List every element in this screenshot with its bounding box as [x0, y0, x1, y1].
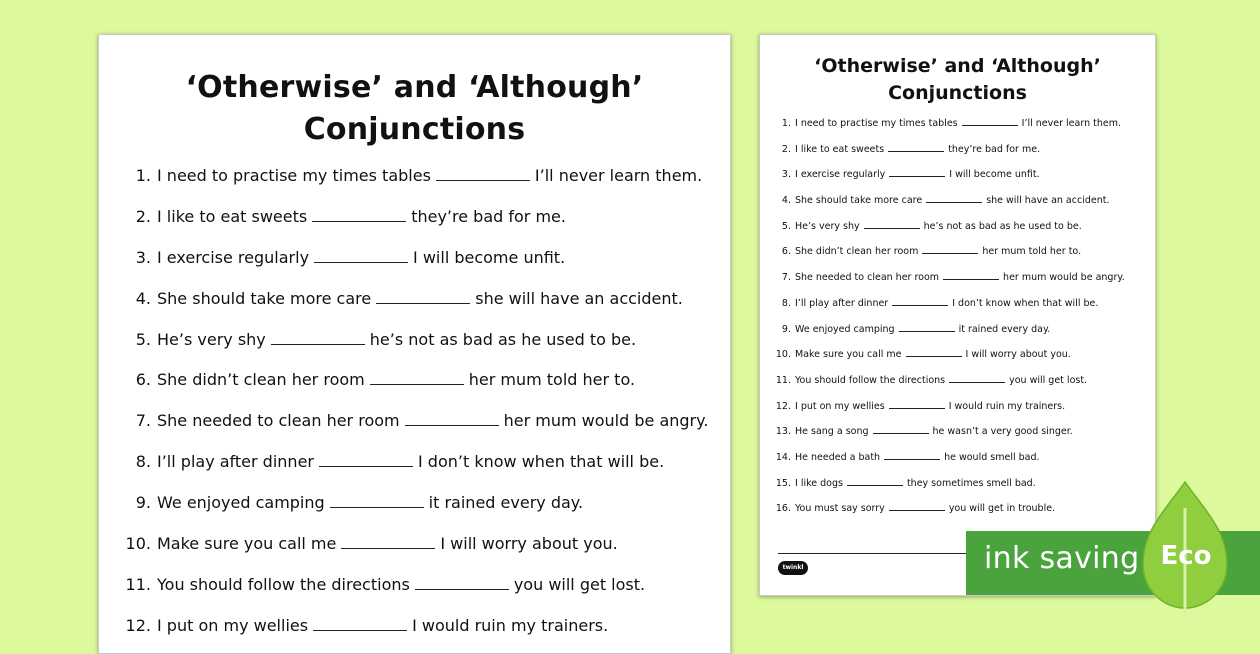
question-item-small	[760, 502, 1155, 528]
question-text-before-small: I’ll play after dinner	[795, 297, 889, 309]
title-line-2: Conjunctions	[303, 112, 526, 147]
title-line-1-small: ‘Otherwise’ and ‘Although’	[814, 55, 1101, 77]
answer-blank	[271, 343, 365, 345]
question-item-small	[760, 168, 1155, 194]
question-text-after: she will have an accident.	[475, 288, 683, 308]
question-text-after: I’ll never learn them.	[534, 166, 703, 185]
question-number-small: 12.	[775, 400, 791, 412]
question-number: 6.	[135, 370, 151, 390]
answer-blank-small	[884, 458, 940, 460]
answer-blank-small	[892, 304, 948, 306]
answer-blank	[314, 261, 408, 263]
question-item-small	[760, 400, 1155, 426]
question-number-small: 6.	[781, 246, 791, 258]
question-number: 4.	[135, 288, 151, 308]
question-number-small: 4.	[781, 195, 791, 207]
question-text-before-small: I like dogs	[795, 477, 843, 489]
question-number-small: 9.	[781, 323, 791, 335]
answer-blank-small	[847, 484, 903, 486]
question-number-small: 5.	[781, 220, 791, 232]
question-number-small: 13.	[775, 426, 791, 438]
question-item-small	[760, 117, 1155, 143]
question-item	[99, 572, 730, 613]
answer-blank-small	[864, 227, 920, 229]
question-text-after: her mum told her to.	[468, 370, 636, 390]
question-number: 3.	[135, 247, 151, 267]
question-text-before-small: We enjoyed camping	[795, 323, 895, 335]
answer-blank-small	[873, 432, 929, 434]
question-text-before: I’ll play after dinner	[157, 452, 314, 472]
question-item	[99, 163, 730, 204]
answer-blank	[370, 383, 464, 385]
question-item-small	[760, 425, 1155, 451]
question-text-after-small: I will worry about you.	[965, 349, 1071, 361]
question-number: 9.	[135, 493, 151, 513]
answer-blank	[319, 465, 413, 467]
worksheet-preview-small	[759, 34, 1156, 596]
question-item-small	[760, 271, 1155, 297]
question-text-after: he’s not as bad as he used to be.	[369, 329, 637, 349]
answer-blank-small	[899, 330, 955, 332]
question-number: 2.	[135, 206, 151, 226]
question-text-before: She didn’t clean her room	[157, 370, 365, 390]
question-text-after: it rained every day.	[428, 493, 584, 513]
question-number-small: 11.	[775, 374, 791, 386]
question-text-before-small: He’s very shy	[795, 220, 860, 232]
answer-blank-small	[943, 278, 999, 280]
question-item-small	[760, 297, 1155, 323]
question-number-small: 3.	[781, 169, 791, 181]
question-text-after-small: her mum would be angry.	[1003, 272, 1125, 284]
question-text-after-small: you will get lost.	[1009, 374, 1088, 386]
answer-blank-small	[889, 175, 945, 177]
question-item	[99, 408, 730, 449]
question-text-after-small: she will have an accident.	[986, 195, 1110, 207]
worksheet-title	[99, 67, 730, 151]
question-number: 12.	[125, 615, 151, 635]
answer-blank	[312, 220, 406, 222]
question-text-before: You should follow the directions	[157, 574, 410, 594]
question-text-before-small: You should follow the directions	[795, 374, 946, 386]
question-item	[99, 531, 730, 572]
title-line-1: ‘Otherwise’ and ‘Although’	[185, 70, 644, 105]
answer-blank	[436, 179, 530, 181]
question-text-after-small: I would ruin my trainers.	[948, 400, 1066, 412]
question-text-before: We enjoyed camping	[157, 493, 325, 513]
question-number-small: 2.	[781, 143, 791, 155]
answer-blank-small	[922, 252, 978, 254]
question-text-after-small: it rained every day.	[958, 323, 1051, 335]
worksheet-preview-large	[98, 34, 731, 654]
answer-blank	[341, 547, 435, 549]
question-number-small: 10.	[775, 349, 791, 361]
question-text-before-small: She needed to clean her room	[795, 272, 940, 284]
question-text-before-small: She didn’t clean her room	[795, 246, 919, 258]
question-item-small	[760, 374, 1155, 400]
question-text-before: She should take more care	[157, 288, 372, 308]
question-item-small	[760, 220, 1155, 246]
question-text-after-small: they sometimes smell bad.	[906, 477, 1036, 489]
question-text-after: I don’t know when that will be.	[417, 452, 665, 472]
question-text-after-small: her mum told her to.	[982, 246, 1082, 258]
question-text-after-small: he wasn’t a very good singer.	[932, 426, 1073, 438]
question-text-after-small: you will get in trouble.	[948, 503, 1056, 515]
question-item	[99, 327, 730, 368]
ink-saving-label: ink saving	[984, 541, 1140, 576]
question-text-before-small: I put on my wellies	[795, 400, 885, 412]
question-text-after-small: he’s not as bad as he used to be.	[923, 220, 1082, 232]
question-text-before: He’s very shy	[157, 329, 266, 349]
question-item-small	[760, 194, 1155, 220]
answer-blank	[405, 424, 499, 426]
question-number-small: 15.	[775, 477, 791, 489]
answer-blank-small	[962, 124, 1018, 126]
question-number: 1.	[135, 166, 151, 185]
question-text-before: Make sure you call me	[157, 534, 337, 554]
question-number: 7.	[135, 411, 151, 431]
question-number-small: 14.	[775, 451, 791, 463]
answer-blank-small	[888, 150, 944, 152]
question-text-before-small: He needed a bath	[795, 451, 881, 463]
question-text-before: I put on my wellies	[157, 615, 309, 635]
question-item	[99, 613, 730, 654]
question-item	[99, 286, 730, 327]
question-text-before-small: You must say sorry	[795, 503, 885, 515]
question-text-after: you will get lost.	[513, 574, 646, 594]
answer-blank-small	[949, 381, 1005, 383]
question-item	[99, 367, 730, 408]
question-text-before: I exercise regularly	[157, 247, 310, 267]
question-text-before: She needed to clean her room	[157, 411, 400, 431]
question-item	[99, 204, 730, 245]
question-list	[99, 163, 730, 654]
question-item-small	[760, 323, 1155, 349]
question-text-before-small: I exercise regularly	[795, 169, 886, 181]
worksheet-title-small	[760, 53, 1155, 107]
question-text-after-small: I don’t know when that will be.	[952, 297, 1099, 309]
question-text-after: I would ruin my trainers.	[412, 615, 609, 635]
question-number: 11.	[125, 574, 151, 594]
question-text-after-small: I will become unfit.	[949, 169, 1040, 181]
question-text-after: I will become unfit.	[413, 247, 566, 267]
answer-blank	[415, 588, 509, 590]
question-text-after-small: they’re bad for me.	[948, 143, 1041, 155]
question-number: 10.	[125, 534, 151, 554]
question-number-small: 1.	[781, 118, 791, 129]
question-text-before-small: She should take more care	[795, 195, 923, 207]
question-text-after: her mum would be angry.	[503, 411, 709, 431]
answer-blank-small	[906, 355, 962, 357]
question-number-small: 8.	[781, 297, 791, 309]
question-item-small	[760, 451, 1155, 477]
footer-rule	[778, 553, 978, 554]
question-text-before-small: I like to eat sweets	[795, 143, 885, 155]
title-line-2-small: Conjunctions	[888, 82, 1027, 104]
question-number: 8.	[135, 452, 151, 472]
question-item-small	[760, 245, 1155, 271]
question-text-before: I need to practise my times tables	[157, 166, 431, 185]
question-text-before-small: Make sure you call me	[795, 349, 902, 361]
question-item-small	[760, 477, 1155, 503]
question-text-after: I will worry about you.	[440, 534, 618, 554]
answer-blank-small	[889, 407, 945, 409]
answer-blank	[376, 302, 470, 304]
answer-blank-small	[926, 201, 982, 203]
question-list-small	[760, 117, 1155, 528]
question-text-before: I like to eat sweets	[157, 206, 308, 226]
question-number: 5.	[135, 329, 151, 349]
question-item	[99, 490, 730, 531]
question-item	[99, 449, 730, 490]
question-number-small: 16.	[775, 503, 791, 515]
twinkl-logo: twinkl	[778, 561, 808, 575]
question-number-small: 7.	[781, 272, 791, 284]
question-item-small	[760, 348, 1155, 374]
question-text-after-small: he would smell bad.	[944, 451, 1040, 463]
question-text-before-small: He sang a song	[795, 426, 869, 438]
eco-label: Eco	[1160, 541, 1212, 571]
question-text-before-small: I need to practise my times tables	[795, 118, 958, 129]
answer-blank	[330, 506, 424, 508]
question-text-after: they’re bad for me.	[411, 206, 566, 226]
answer-blank-small	[889, 509, 945, 511]
question-item	[99, 245, 730, 286]
question-item-small	[760, 143, 1155, 169]
question-text-after-small: I’ll never learn them.	[1021, 118, 1121, 129]
